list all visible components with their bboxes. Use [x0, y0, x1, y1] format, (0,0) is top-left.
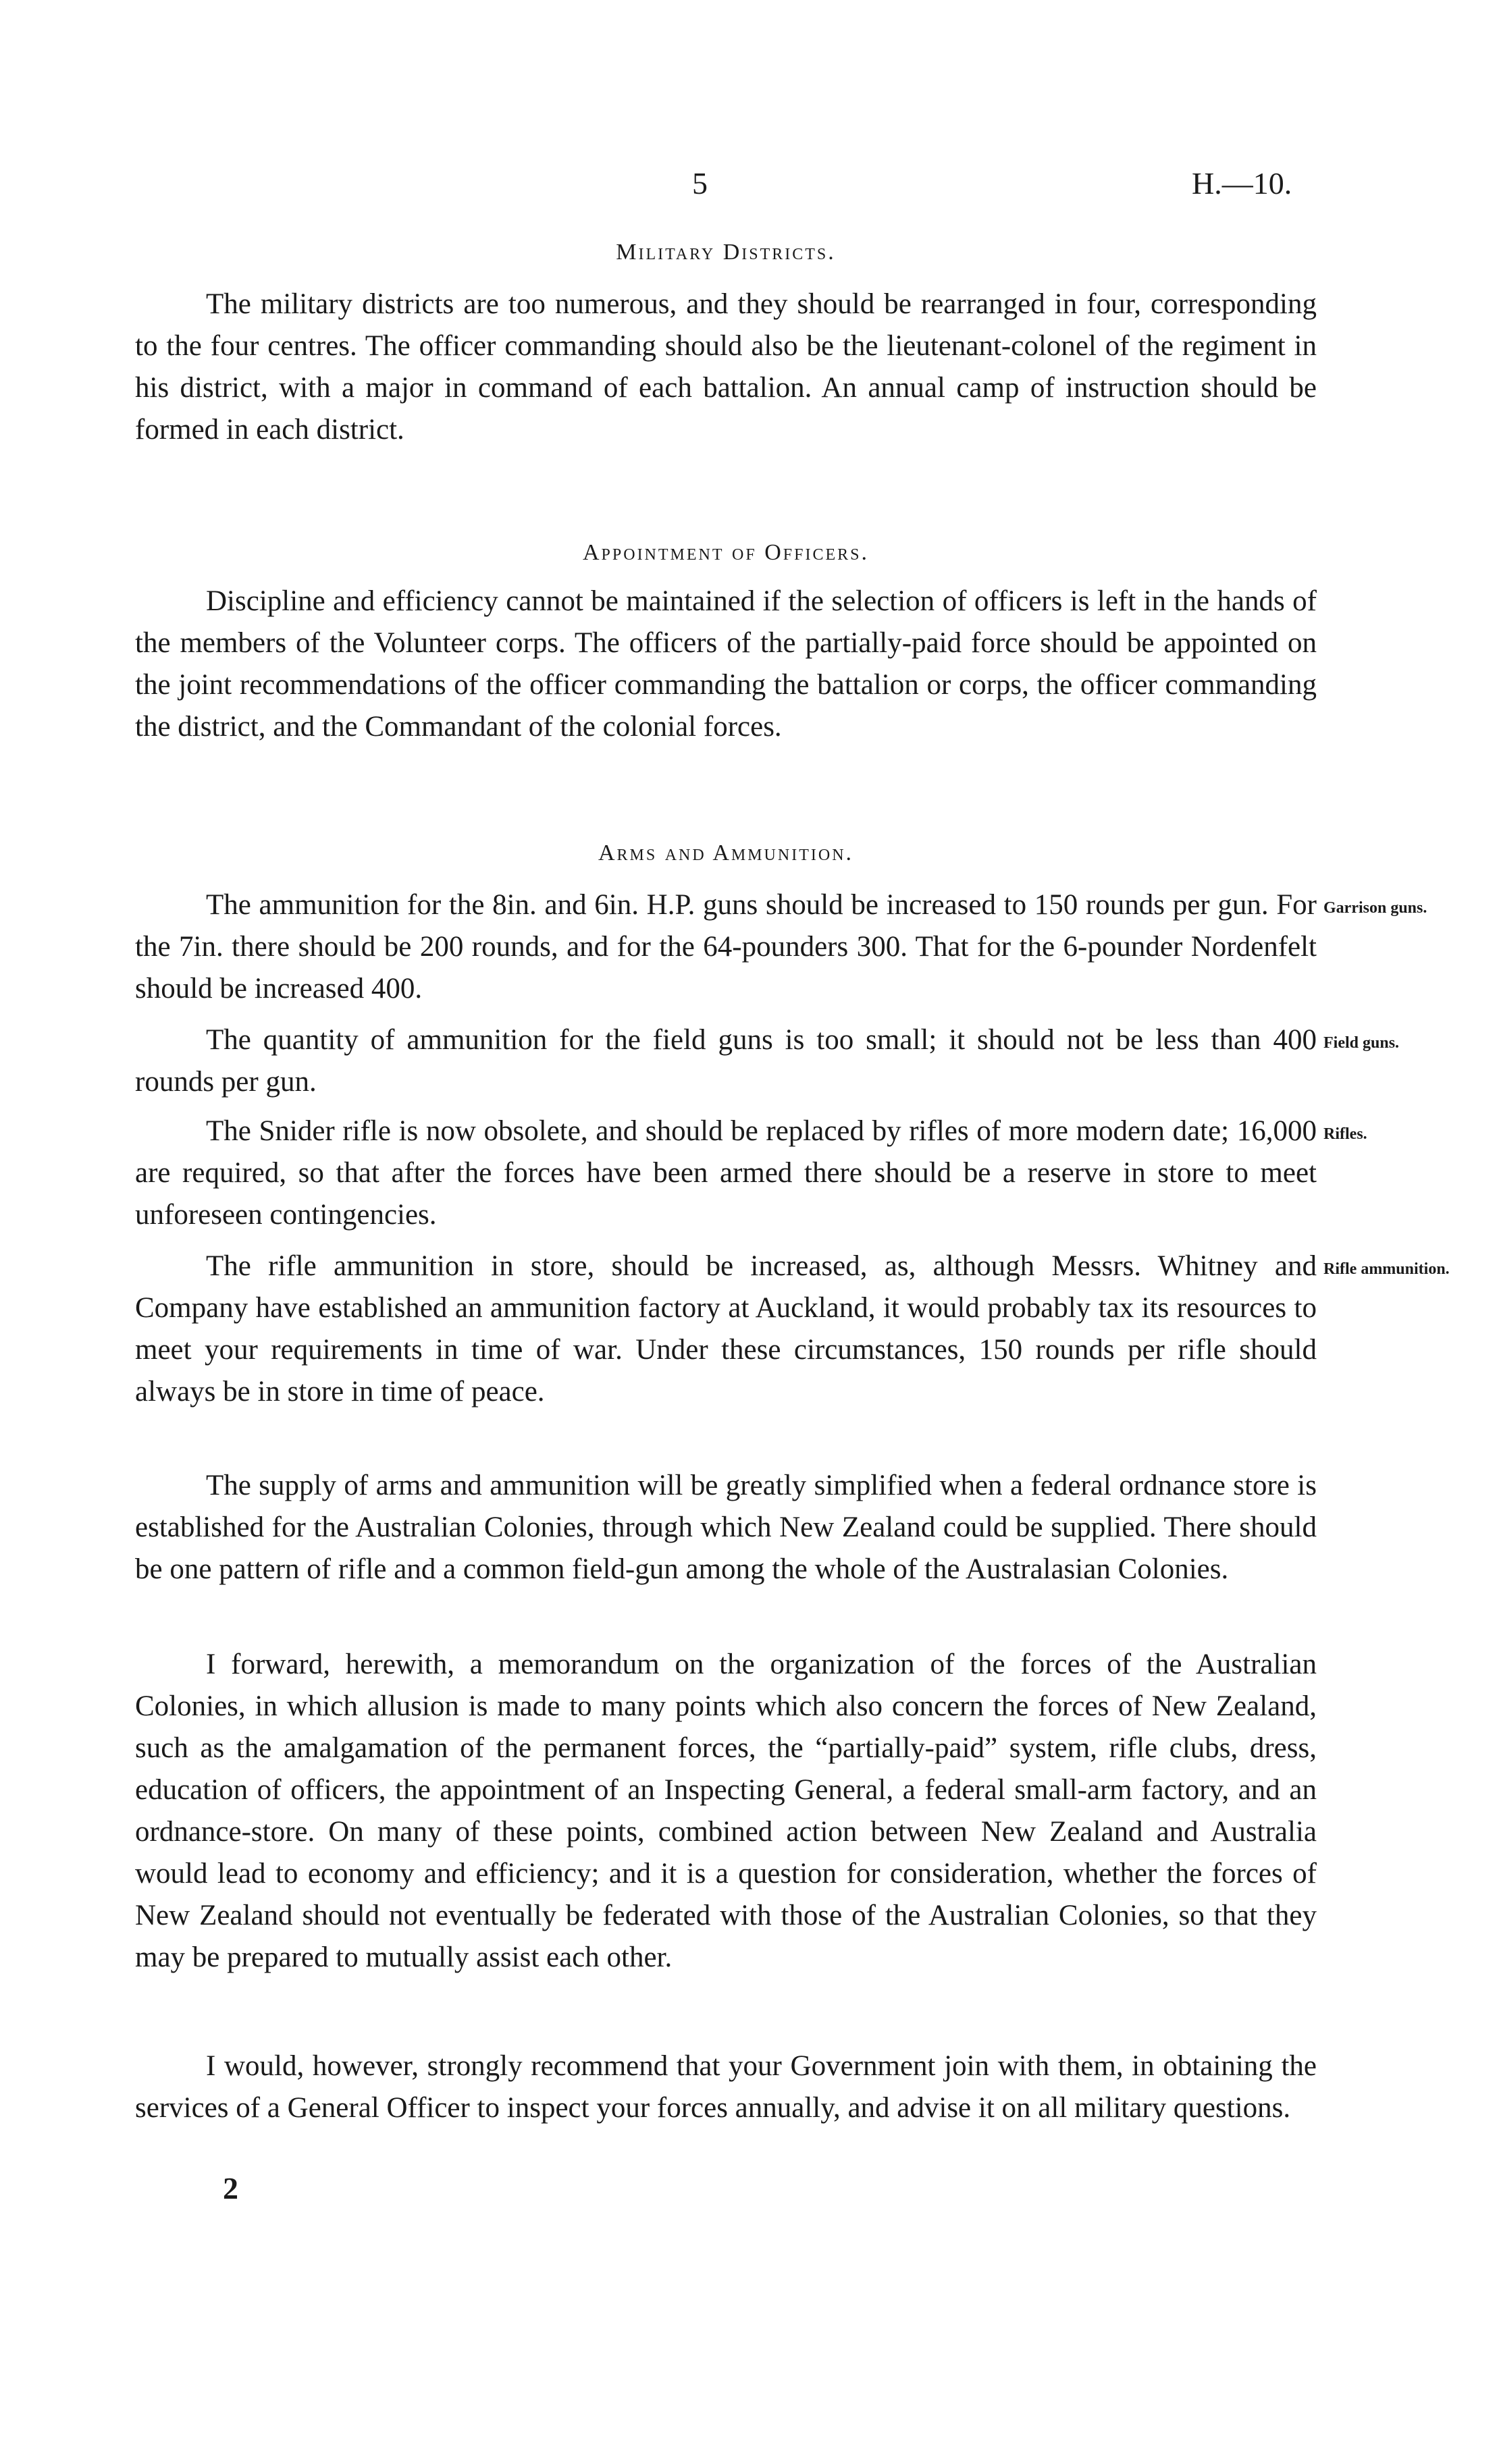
heading-appointment-of-officers: Appointment of Officers. [582, 540, 869, 565]
paragraph-rifle-ammunition: The rifle ammunition in store, should be increased, as, although Messrs. Whitney and Company have established an ammunition factory at Auckland, it would probably tax its resources to meet your requirements in time of war. Under these circumstances, 150 rounds per rifle should always be in store in time of peace. [135, 1250, 1317, 1408]
paragraph-appointment-of-officers: Discipline and efficiency cannot be maintained if the selection of officers is left in the hands of the members of the Volunteer corps. The officers of the partially-paid force should be appointed on the joint recommendations of the officer commanding the battalion or corps, the officer commanding the district, and the Commandant of the colonial forces. [135, 585, 1317, 743]
heading-military-districts: Military Districts. [616, 240, 836, 265]
paragraph-field-guns: The quantity of ammunition for the field guns is too small; it should not be less than 400 rounds per gun. [135, 1024, 1317, 1098]
heading-arms-and-ammunition: Arms and Ammunition. [598, 840, 854, 865]
margin-note-garrison-guns: Garrison guns. [1323, 899, 1427, 917]
paragraph-rifles: The Snider rifle is now obsolete, and should be replaced by rifles of more modern date; 16,000 are required, so that after the forces have been armed there should be a reserve in store to meet unforeseen contingencies. [135, 1115, 1317, 1231]
paragraph-federal-ordnance: The supply of arms and ammunition will be greatly simplified when a federal ordnance store is established for the Australian Colonies, through which New Zealand could be supplied. There should be one pattern of rifle and a common field-gun among the whole of the Australasian Colonies. [135, 1470, 1317, 1585]
paragraph-garrison-guns: The ammunition for the 8in. and 6in. H.P. guns should be increased to 150 rounds per gun. For the 7in. there should be 200 rounds, and for the 64-pounders 300. That for the 6-pounder Nordenfelt should be increased 400. [135, 889, 1317, 1005]
margin-note-rifles: Rifles. [1323, 1125, 1367, 1143]
document-reference: H.—10. [1192, 166, 1292, 200]
margin-note-field-guns: Field guns. [1323, 1034, 1400, 1052]
signature-mark: 2 [223, 2171, 238, 2205]
paragraph-military-districts: The military districts are too numerous, and they should be rearranged in four, corresponding to the four centres. The officer commanding should also be the lieutenant-colonel of the regiment in his district, with a major in command of each battalion. An annual camp of instruction should be formed in each district. [135, 288, 1317, 446]
page-header [0, 165, 1499, 219]
page-number: 5 [692, 166, 708, 200]
paragraph-memorandum: I forward, herewith, a memorandum on the organization of the forces of the Australian Colonies, in which allusion is made to many points which also concern the forces of New Zealand, such as the amalgamation of the permanent forces, the “partially-paid” system, rifle clubs, dress, education of officers, the appointment of an Inspecting General, a federal small-arm factory, and an ordnance-store. On many of these points, combined action between New Zealand and Australia would lead to economy and efficiency; and it is a question for consideration, whether the forces of New Zealand should not eventually be federated with those of the Australian Colonies, so that they may be prepared to mutually assist each other. [135, 1649, 1317, 1973]
margin-note-rifle-ammunition: Rifle ammunition. [1323, 1260, 1450, 1278]
paragraph-recommendation: I would, however, strongly recommend that your Government join with them, in obtaining the services of a General Officer to inspect your forces annually, and advise it on all military questions. [135, 2050, 1317, 2124]
